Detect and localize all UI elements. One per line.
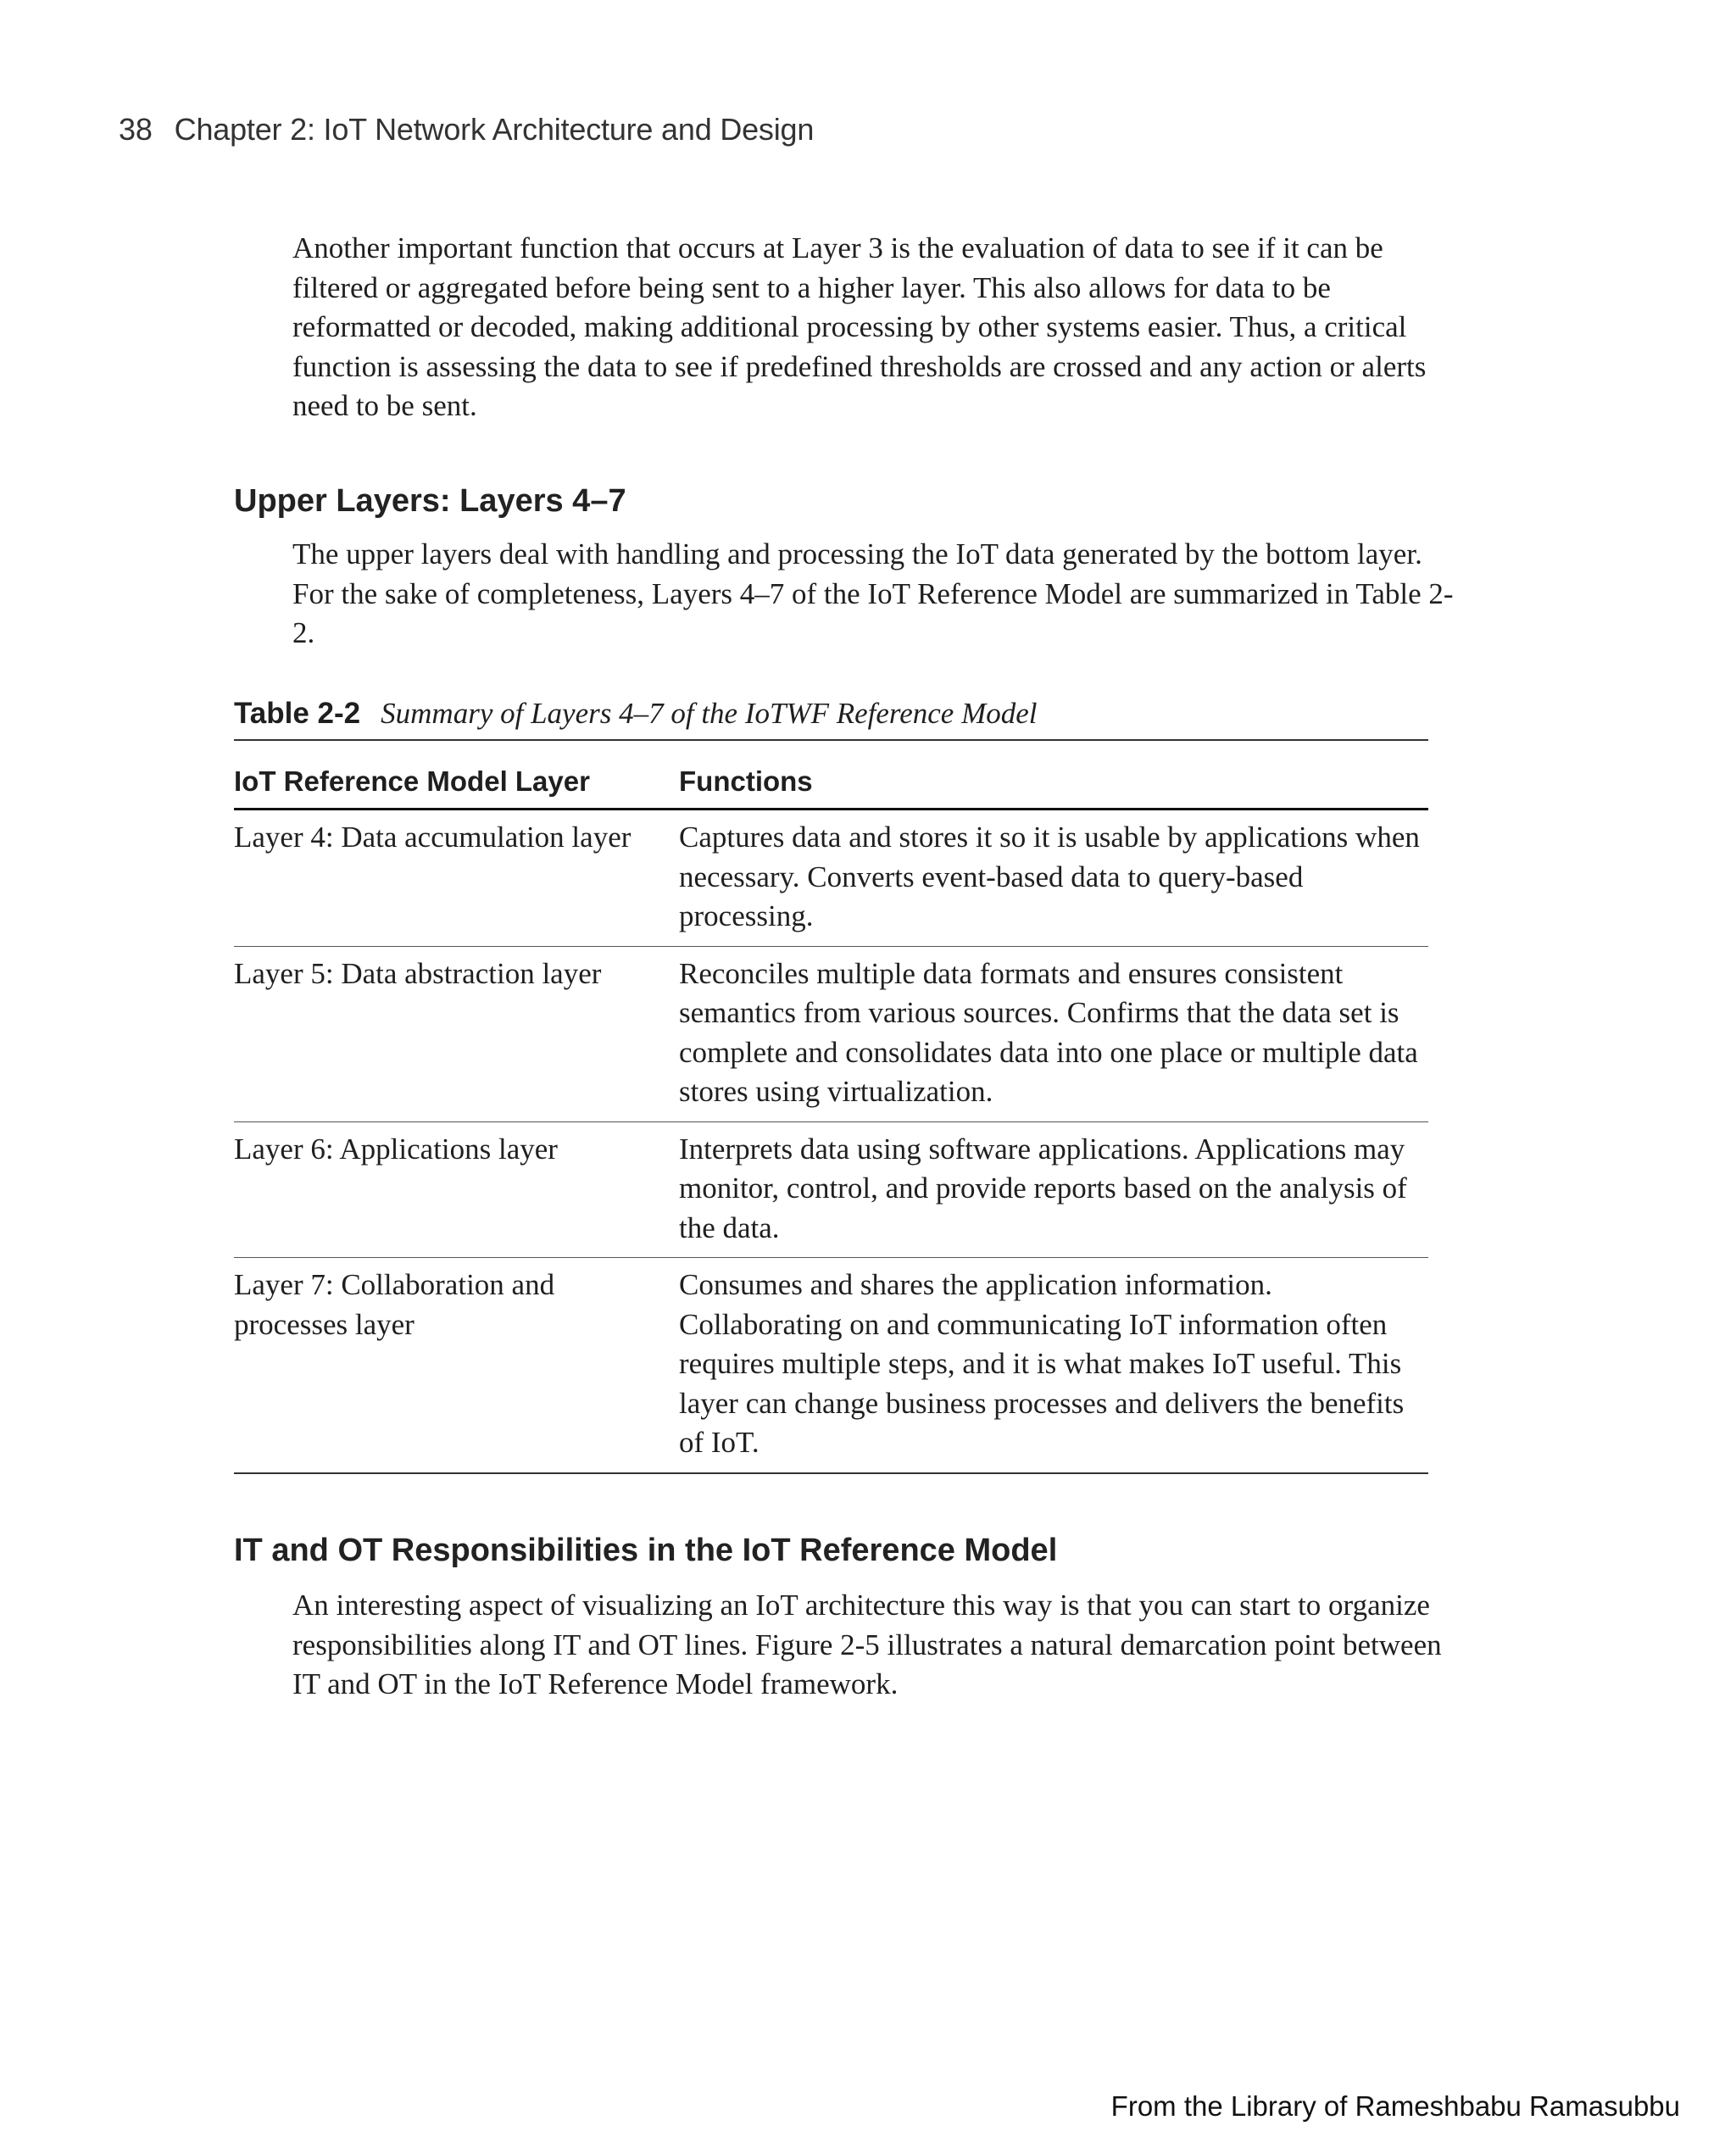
- chapter-title: Chapter 2: IoT Network Architecture and Design: [174, 112, 815, 147]
- running-head: [119, 112, 814, 147]
- table-row: [234, 810, 1428, 947]
- column-header-layer: IoT Reference Model Layer: [234, 740, 679, 810]
- page-number: 38: [119, 112, 153, 147]
- functions-cell: Consumes and shares the application information. Collaborating on and communicating IoT information often requires multiple steps, and it is what makes IoT useful. This layer can change business processes and delivers the benefits of IoT.: [679, 1258, 1428, 1473]
- table-row: [234, 1258, 1428, 1473]
- functions-cell: Interprets data using software applications. Applications may monitor, control, and provide reports based on the analysis of the data.: [679, 1121, 1428, 1258]
- library-footer: From the Library of Rameshbabu Ramasubbu: [1110, 2090, 1680, 2122]
- layer-cell: Layer 7: Collaboration and processes layer: [234, 1258, 679, 1473]
- reference-model-table: [234, 739, 1428, 1474]
- layer-cell: Layer 5: Data abstraction layer: [234, 946, 679, 1121]
- table-caption: [234, 697, 1038, 731]
- paragraph-it-ot: An interesting aspect of visualizing an IoT architecture this way is that you can start to organize responsibilities along IT and OT lines. Figure 2-5 illustrates a natural demarcation point between IT and OT in the IoT Reference Model framework.: [292, 1589, 1442, 1700]
- paragraph-upper-layers: The upper layers deal with handling and processing the IoT data generated by the bottom layer. For the sake of completeness, Layers 4–7 of the IoT Reference Model are summarized in Table 2-2.: [292, 537, 1454, 649]
- table-row: [234, 946, 1428, 1121]
- section-heading-it-ot: IT and OT Responsibilities in the IoT Reference Model: [234, 1533, 1058, 1568]
- section-heading-upper-layers: Upper Layers: Layers 4–7: [234, 483, 626, 519]
- functions-cell: Captures data and stores it so it is usable by applications when necessary. Converts event-based data to query-based processing.: [679, 810, 1428, 947]
- layer-cell: Layer 6: Applications layer: [234, 1121, 679, 1258]
- table-row: [234, 1121, 1428, 1258]
- functions-cell: Reconciles multiple data formats and ensures consistent semantics from various sources. Confirms that the data set is complete and consolidates data into one place or multiple data stores using virtualization.: [679, 946, 1428, 1121]
- layer-cell: Layer 4: Data accumulation layer: [234, 810, 679, 947]
- column-header-functions: Functions: [679, 740, 1428, 810]
- paragraph-layer3: Another important function that occurs at Layer 3 is the evaluation of data to see if it can be filtered or aggregated before being sent to a higher layer. This also allows for data to be reformatted or decoded, making additional processing by other systems easier. Thus, a critical function is assessing the data to see if predefined thresholds are crossed and any action or alerts need to be sent.: [292, 231, 1427, 422]
- table-header-row: [234, 740, 1428, 810]
- table-label: Table 2-2: [234, 697, 361, 730]
- table-title: Summary of Layers 4–7 of the IoTWF Reference Model: [381, 697, 1038, 730]
